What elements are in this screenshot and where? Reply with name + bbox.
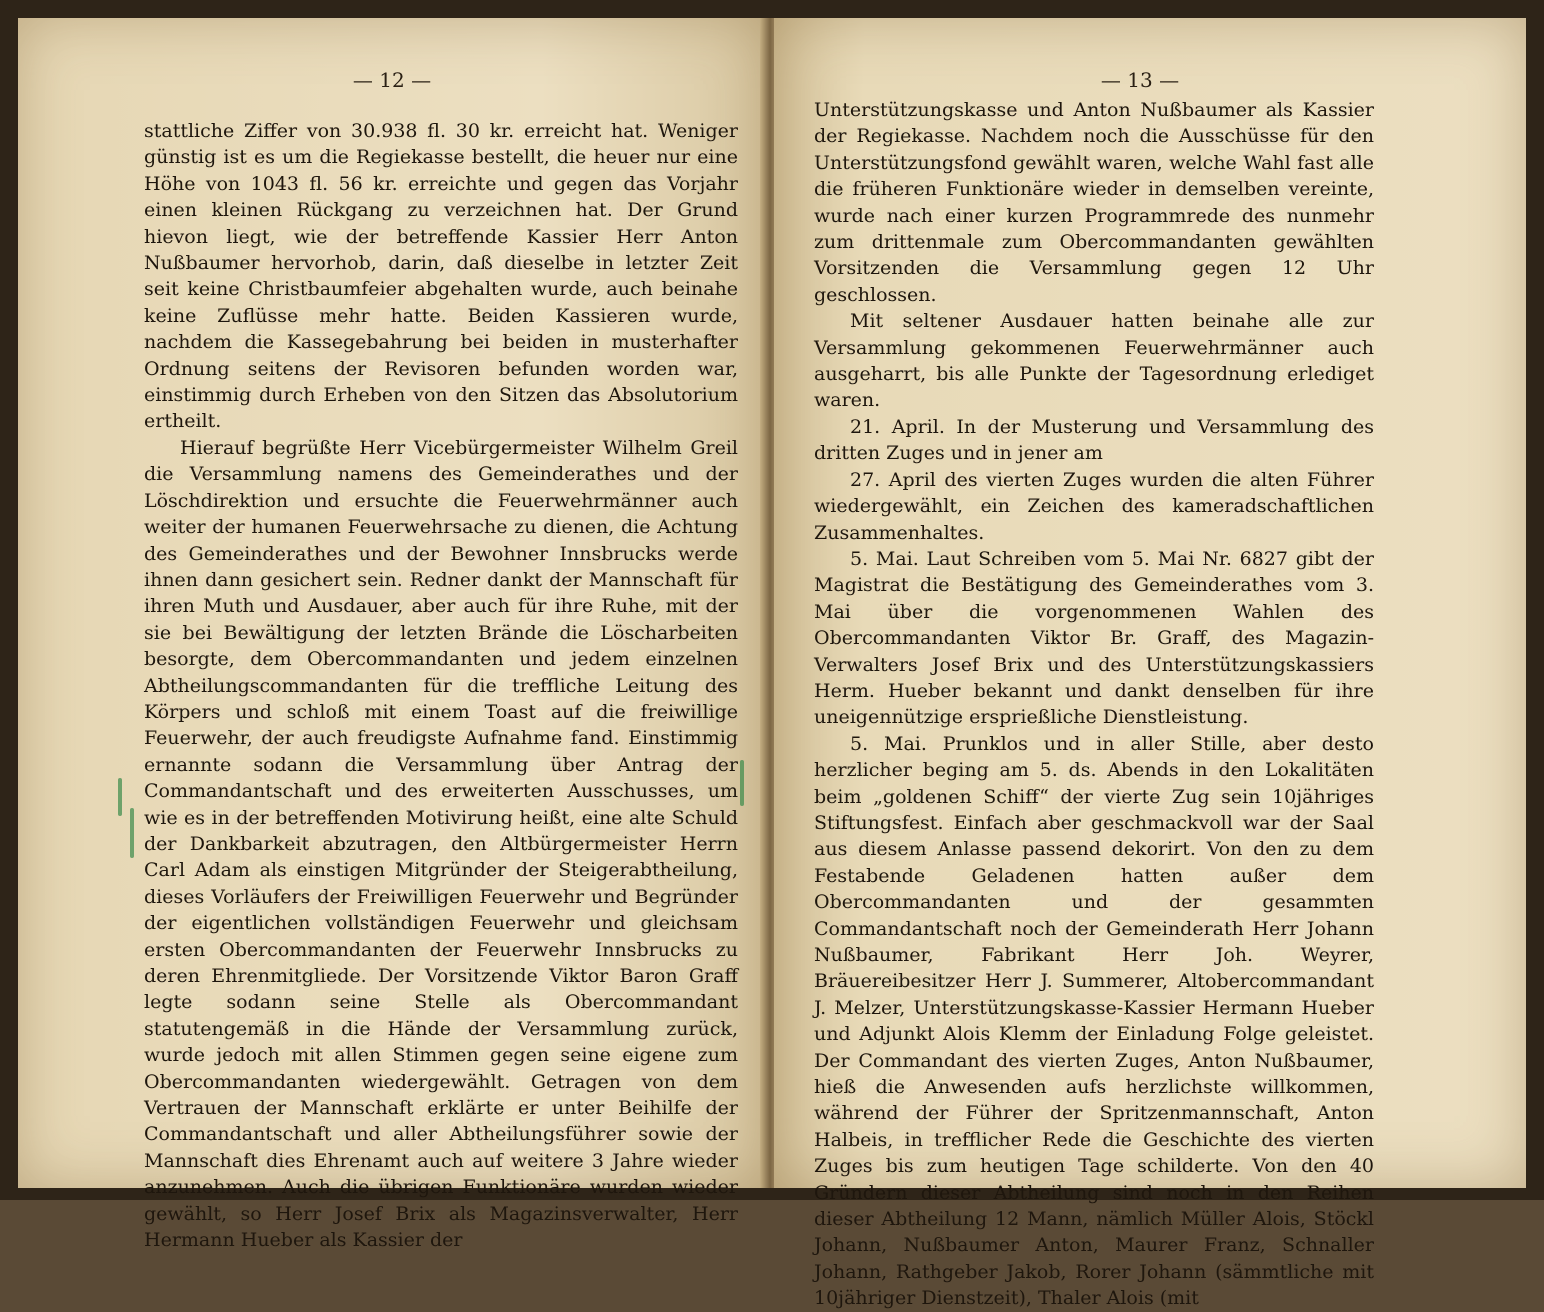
paragraph: Hierauf begrüßte Herr Vicebürgermeister Wilhelm Greil die Versammlung namens des Gemeinderathes und der Löschdirektion und ersuchte die Feuerwehrmänner auch weiter der humanen Feuerwehrsache zu dienen, die Achtung des Gemeinderathes und der Bewohner Innsbrucks werde ihnen dann gesichert sein. Redner dankt der Mannschaft für ihren Muth und Ausdauer, aber auch für ihre Ruhe, mit der sie bei Bewältigung der letzten Brände die Löscharbeiten besorgte, dem Obercommandanten und jedem einzelnen Abtheilungscommandanten für die treffliche Leitung des Körpers und schloß mit einem Toast auf die freiwillige Feuerwehr, der auch freudigste Aufnahme fand. Einstimmig ernannte sodann die Versammlung über Antrag der Commandantschaft und des erweiterten Ausschusses, um wie es in der betreffenden Motivirung heißt, eine alte Schuld der Dankbarkeit abzutragen, den Altbürgermeister Herrn Carl Adam als einstigen Mitgründer der Steigerabtheilung, dieses Vorläufers der Freiwilligen Feuerwehr und Begründer der eigentlichen vollständigen Feuerwehr und gleichsam ersten Obercommandanten der Feuerwehr Innsbrucks zu deren Ehrenmitgliede. Der Vorsitzende Viktor Baron Graff legte sodann seine Stelle als Obercommandant statutengemäß in die Hände der Versammlung zurück, wurde jedoch mit allen Stimmen gegen seine eigene zum Obercommandanten wiedergewählt. Getragen von dem Vertrauen der Mannschaft erklärte er unter Beihilfe der Commandantschaft und aller Abtheilungsführer sowie der Mannschaft dies Ehrenamt auch auf weitere 3 Jahre wieder anzunehmen. Auch die übrigen Funktionäre wurden wieder gewählt, so Herr Josef Brix als Magazinsverwalter, Herr Hermann Hueber als Kassier der — [144, 436, 738, 1252]
paragraph: Mit seltener Ausdauer hatten beinahe alle zur Versammlung gekommenen Feuerwehrmänner auch ausgeharrt, bis alle Punkte der Tagesordnung erlediget waren. — [814, 310, 1374, 412]
paragraph: Unterstützungskasse und Anton Nußbaumer als Kassier der Regiekasse. Nachdem noch die Ausschüsse für den Unterstützungsfond gewählt waren, welche Wahl fast alle die früheren Funktionäre wieder in demselben vereinte, wurde nach einer kurzen Programmrede des nunmehr zum drittenmale zum Obercommandanten gewählten Vorsitzenden die Versammlung gegen 12 Uhr geschlossen. — [814, 99, 1374, 306]
green-ink-mark — [130, 808, 134, 858]
right-page-text — [814, 97, 1374, 1312]
right-page — [774, 18, 1526, 1310]
left-page — [18, 18, 766, 1252]
paragraph: 27. April des vierten Zuges wurden die alten Führer wiedergewählt, ein Zeichen des kameradschaftlichen Zusammenhaltes. — [814, 468, 1374, 544]
green-ink-mark — [740, 760, 744, 806]
green-ink-mark — [118, 778, 122, 816]
paragraph: stattliche Ziffer von 30.938 fl. 30 kr. erreicht hat. Weniger günstig ist es um die Regiekasse bestellt, die heuer nur eine Höhe von 1043 fl. 56 kr. erreichte und gegen das Vorjahr einen kleinen Rückgang zu verzeichnen hat. Der Grund hievon liegt, wie der betreffende Kassier Herr Anton Nußbaumer hervorhob, darin, daß dieselbe in letzter Zeit seit keine Christbaumfeier abgehalten wurde, auch beinahe keine Zuflüsse mehr hatte. Beiden Kassieren wurde, nachdem die Kassegebahrung bei beiden in musterhafter Ordnung seitens der Revisoren befunden worden war, einstimmig durch Erheben von den Sitzen das Absolutorium ertheilt. — [144, 120, 738, 433]
page-number-left: — 12 — — [352, 68, 432, 92]
paragraph: 5. Mai. Prunklos und in aller Stille, aber desto herzlicher beging am 5. ds. Abends in den Lokalitäten beim „goldenen Schiff“ der vierte Zug sein 10jähriges Stiftungsfest. Einfach aber geschmackvoll war der Saal aus diesem Anlasse passend dekorirt. Von den zu dem Festabende Geladenen hatten außer dem Obercommandanten und der gesammten Commandantschaft noch der Gemeinderath Herr Johann Nußbaumer, Fabrikant Herr Joh. Weyrer, Bräuereibesitzer Herr J. Summerer, Altobercommandant J. Melzer, Unterstützungskasse-Kassier Hermann Hueber und Adjunkt Alois Klemm der Einladung Folge geleistet. Der Commandant des vierten Zuges, Anton Nußbaumer, hieß die Anwesenden aufs herzlichste willkommen, während der Führer der Spritzenmannschaft, Anton Halbeis, in trefflicher Rede die Geschichte des vierten Zuges bis zum heutigen Tage schilderte. Von den 40 Gründern dieser Abtheilung sind noch in den Reihen dieser Abtheilung 12 Mann, nämlich Müller Alois, Stöckl Johann, Nußbaumer Anton, Maurer Franz, Schnaller Johann, Rathgeber Jakob, Rorer Johann (sämmtliche mit 10jähriger Dienstzeit), Thaler Alois (mit — [814, 732, 1374, 1310]
paragraph: 5. Mai. Laut Schreiben vom 5. Mai Nr. 6827 gibt der Magistrat die Bestätigung des Gemeinderathes vom 3. Mai über die vorgenommenen Wahlen des Obercommandanten Viktor Br. Graff, des Magazin-Verwalters Josef Brix und des Unterstützungskassiers Herm. Hueber bekannt und dankt denselben für ihre uneigennützige ersprießliche Dienstleistung. — [814, 547, 1374, 729]
page-number-right: — 13 — — [1100, 68, 1180, 92]
paragraph: 21. April. In der Musterung und Versammlung des dritten Zuges und in jener am — [814, 415, 1374, 465]
left-page-text — [144, 118, 738, 1253]
